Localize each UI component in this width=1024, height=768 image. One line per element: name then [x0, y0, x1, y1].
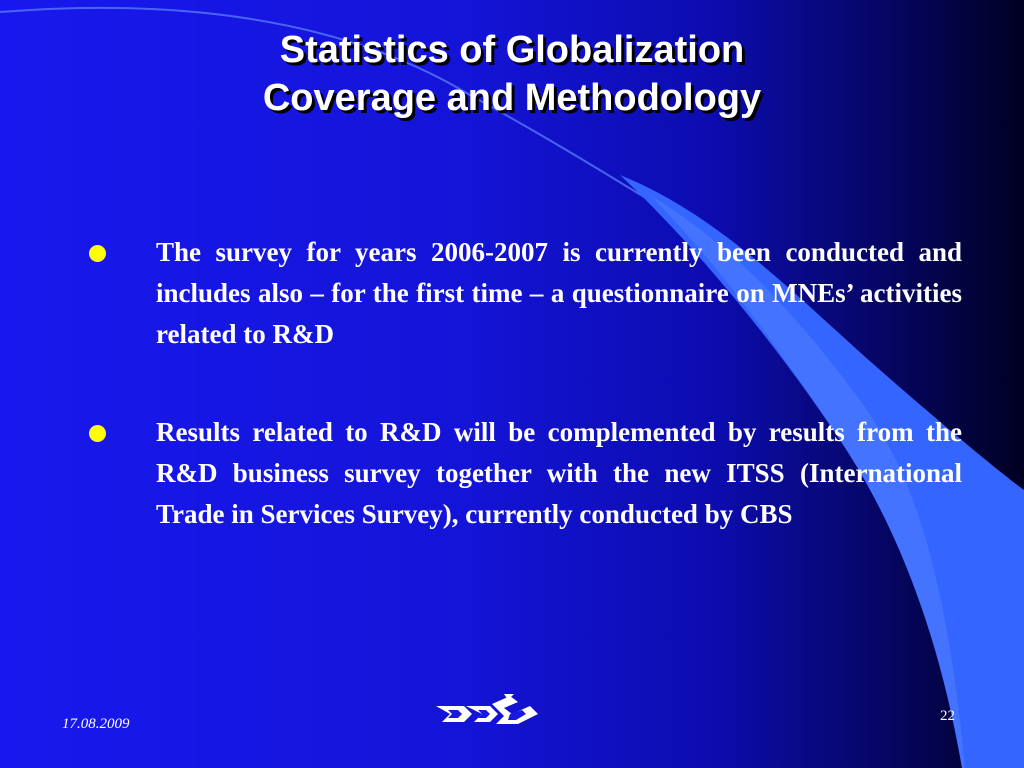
title-line-1: Statistics of Globalization	[279, 29, 745, 71]
bullet-text: Results related to R&D will be complemented by results from the R&D business survey together with the new ITSS (International Trade in Services Survey), currently conducted by CBS	[156, 417, 962, 529]
cbs-logo-icon	[434, 692, 540, 734]
bullet-dot-icon	[89, 245, 106, 262]
title-line-2: Coverage and Methodology	[262, 77, 762, 119]
bullet-dot-icon	[89, 425, 106, 442]
page-number: 22	[940, 708, 955, 724]
slide-title	[0, 26, 1024, 122]
bullet-text: The survey for years 2006-2007 is currently been conducted and includes also – for the first time – a questionnaire on MNEs’ activities related to R&D	[156, 237, 962, 349]
footer-date: 17.08.2009	[62, 716, 130, 732]
